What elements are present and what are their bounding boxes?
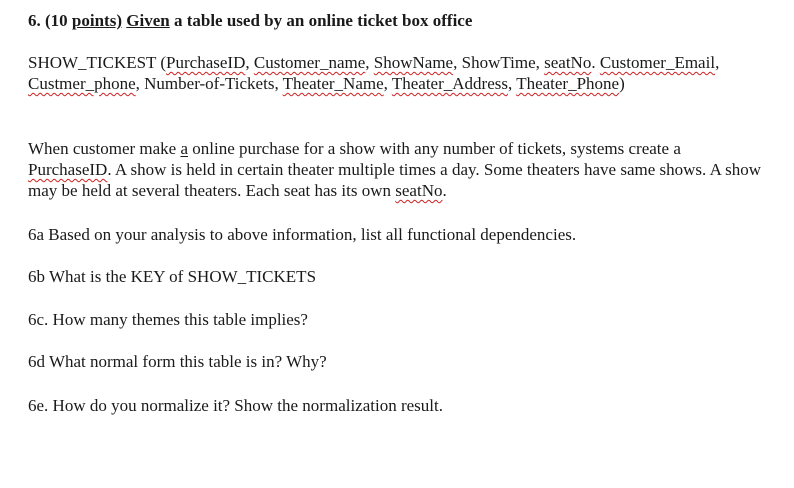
subquestion-6a: 6a Based on your analysis to above information, list all functional dependencies. [28, 225, 577, 244]
points-label: points) [71, 11, 122, 30]
subquestion-6b: 6b What is the KEY of SHOW_TICKETS [28, 267, 317, 286]
attr-show-time: ShowTime, [461, 53, 540, 72]
attr-theater-name: Theater_Name [282, 74, 384, 93]
attr-customer-name: Customer_name [253, 53, 366, 72]
given-label: Given [126, 11, 170, 30]
paragraph-text-4: . [442, 181, 447, 200]
paragraph-text-1: When customer make [28, 139, 177, 158]
subquestion-6c: 6c. How many themes this table implies? [28, 310, 308, 329]
attr-seat-no: seatNo [544, 53, 592, 72]
attr-theater-phone: Theater_Phone [516, 74, 620, 93]
attr-theater-address: Theater_Address [391, 74, 508, 93]
attr-customer-phone: Custmer_phone [28, 74, 136, 93]
description-paragraph [28, 138, 768, 201]
paragraph-text-2: online purchase for a show with any number of tickets, systems create a [192, 139, 681, 158]
schema-prefix: SHOW_TICKEST ( [28, 53, 167, 72]
attr-show-name: ShowName [373, 53, 454, 72]
schema-suffix: ) [619, 74, 625, 93]
attr-number-of-tickets: Number-of-Tickets, [144, 74, 279, 93]
points-open: (10 [45, 11, 68, 30]
paragraph-text-3: . A show is held in certain theater multiple times a day. Some theaters have same shows. A show may be held at several theaters. Each seat has its own [28, 160, 762, 200]
title-text: a table used by an online ticket box office [173, 11, 473, 30]
paragraph-seat-no: seatNo [395, 181, 443, 200]
subquestion-6d: 6d What normal form this table is in? Why? [28, 352, 327, 371]
paragraph-purchase-id: PurchaseID [28, 160, 108, 179]
question-number: 6. [28, 11, 41, 30]
question-title [28, 10, 768, 32]
attr-purchase-id: PurchaseID [166, 53, 246, 72]
attr-customer-email: Customer_Email [599, 53, 716, 72]
paragraph-a-word: a [180, 139, 189, 158]
table-schema: SHOW_TICKEST (PurchaseID, Customer_name, ShowName, ShowTime, seatNo. Customer_Email, Custmer_phone, Number-of-Tickets, Theater_Name, Theater_Address, Theater_Phone) [28, 53, 720, 93]
subquestion-6e: 6e. How do you normalize it? Show the normalization result. [28, 396, 443, 415]
